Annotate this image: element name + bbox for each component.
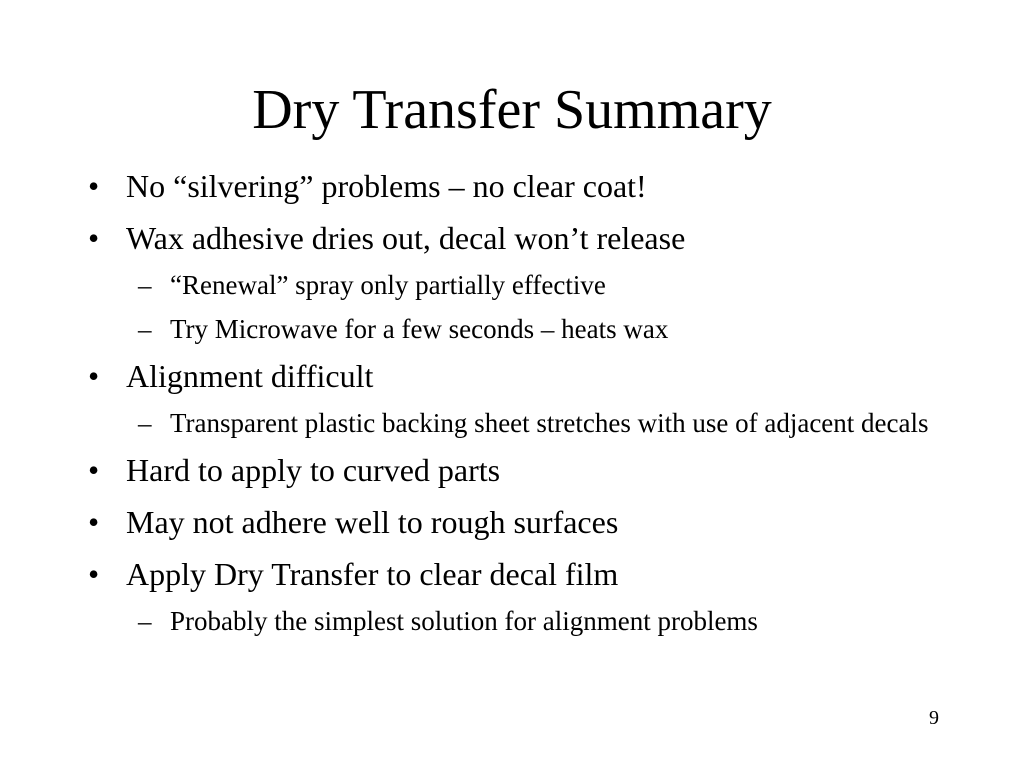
sub-bullet-text: Try Microwave for a few seconds – heats wax — [170, 314, 669, 344]
sub-bullet-marker: – — [138, 408, 152, 438]
bullet-item — [88, 502, 968, 542]
bullet-text: Hard to apply to curved parts — [126, 452, 501, 488]
bullet-text: Alignment difficult — [126, 358, 374, 394]
sub-bullet-item — [138, 406, 968, 440]
bullet-item — [88, 166, 968, 206]
bullet-text: Apply Dry Transfer to clear decal film — [126, 556, 619, 592]
sub-bullet-list — [88, 604, 968, 638]
bullet-marker: • — [88, 358, 100, 394]
sub-bullet-marker: – — [138, 606, 152, 636]
sub-bullet-text: Transparent plastic backing sheet stretches with use of adjacent decals — [170, 408, 929, 438]
bullet-marker: • — [88, 220, 100, 256]
bullet-item — [88, 450, 968, 490]
sub-bullet-text: Probably the simplest solution for alignment problems — [170, 606, 758, 636]
page-number: 9 — [929, 707, 939, 729]
bullet-item — [88, 554, 968, 594]
sub-bullet-list — [88, 268, 968, 346]
bullet-marker: • — [88, 556, 100, 592]
bullet-item — [88, 218, 968, 258]
sub-bullet-marker: – — [138, 270, 152, 300]
bullet-marker: • — [88, 452, 100, 488]
bullet-marker: • — [88, 504, 100, 540]
bullet-text: Wax adhesive dries out, decal won’t release — [126, 220, 686, 256]
sub-bullet-list — [88, 406, 968, 440]
sub-bullet-item — [138, 604, 968, 638]
slide-title: Dry Transfer Summary — [252, 79, 772, 141]
sub-bullet-text: “Renewal” spray only partially effective — [170, 270, 606, 300]
sub-bullet-marker: – — [138, 314, 152, 344]
bullet-item — [88, 356, 968, 396]
sub-bullet-item — [138, 312, 968, 346]
bullet-text: May not adhere well to rough surfaces — [126, 504, 619, 540]
bullet-marker: • — [88, 168, 100, 204]
bullet-list — [88, 166, 968, 648]
sub-bullet-item — [138, 268, 968, 302]
bullet-text: No “silvering” problems – no clear coat! — [126, 168, 647, 204]
